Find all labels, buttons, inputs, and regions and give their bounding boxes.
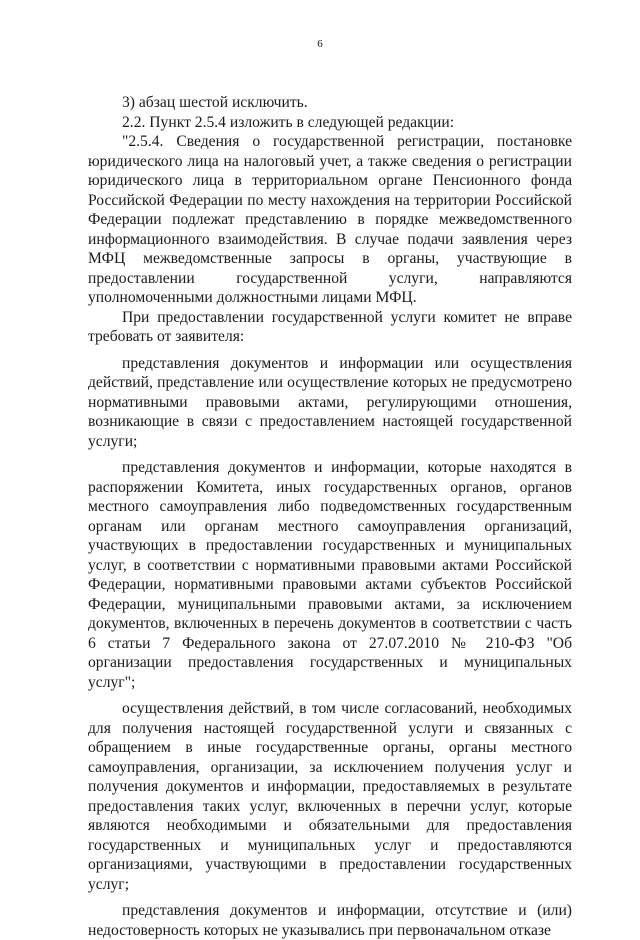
paragraph-restriction-1: представления документов и информации или осуществления действий, представление или осуществление которых не предусмотрено нормативными правовыми актами, регулирующими отношения, возникающие в связи с предоставлением настоящей государственной услуги; bbox=[88, 354, 572, 450]
paragraph-restriction-2: представления документов и информации, которые находятся в распоряжении Комитета, иных государственных органов, органов местного самоуправления либо подведомственных государственным органам или органам местного самоуправления организаций, участвующих в предоставлении государственных и муниципальных услуг, в соответствии с нормативными правовыми актами Российской Федерации, нормативными правовыми актами субъектов Российской Федерации, муниципальными правовыми актами, за исключением документов, включенных в перечень документов в соответствии с часть 6 статьи 7 Федерального закона от 27.07.2010 № 210-ФЗ "Об организации предоставления государственных и муниципальных услуг"; bbox=[88, 459, 572, 691]
paragraph-restriction-3: осуществления действий, в том числе согласований, необходимых для получения настоящей государственной услуги и связанных с обращением в иные государственные органы, органы местного самоуправления, организации, за исключением получения услуг и получения документов и информации, предоставляемых в результате предоставления таких услуг, включенных в перечни услуг, которые являются необходимыми и обязательными для предоставления государственных и муниципальных услуг и предоставляются организациями, участвующими в предоставлении государственных услуг; bbox=[88, 700, 572, 893]
paragraph-item-3: 3) абзац шестой исключить. bbox=[122, 94, 308, 111]
paragraph-committee-restrictions: При предоставлении государственной услуги комитет не вправе требовать от заявителя: bbox=[88, 308, 572, 345]
document-body bbox=[88, 93, 572, 940]
page-number: 6 bbox=[317, 38, 323, 50]
paragraph-restriction-4: представления документов и информации, отсутствие и (или) недостоверность которых не указывались при первоначальном отказе bbox=[88, 902, 572, 939]
paragraph-clause-2-5-4: "2.5.4. Сведения о государственной регистрации, постановке юридического лица на налоговый учет, а также сведения о регистрации юридического лица в территориальном органе Пенсионного фонда Российской Федерации по месту нахождения на территории Российской Федерации подлежат представлению в порядке межведомственного информационного взаимодействия. В случае подачи заявления через МФЦ межведомственные запросы в органы, участвующие в предоставлении государственной услуги, направляются уполномоченными должностными лицами МФЦ. bbox=[88, 133, 572, 306]
paragraph-item-2-2: 2.2. Пункт 2.5.4 изложить в следующей редакции: bbox=[122, 113, 455, 131]
